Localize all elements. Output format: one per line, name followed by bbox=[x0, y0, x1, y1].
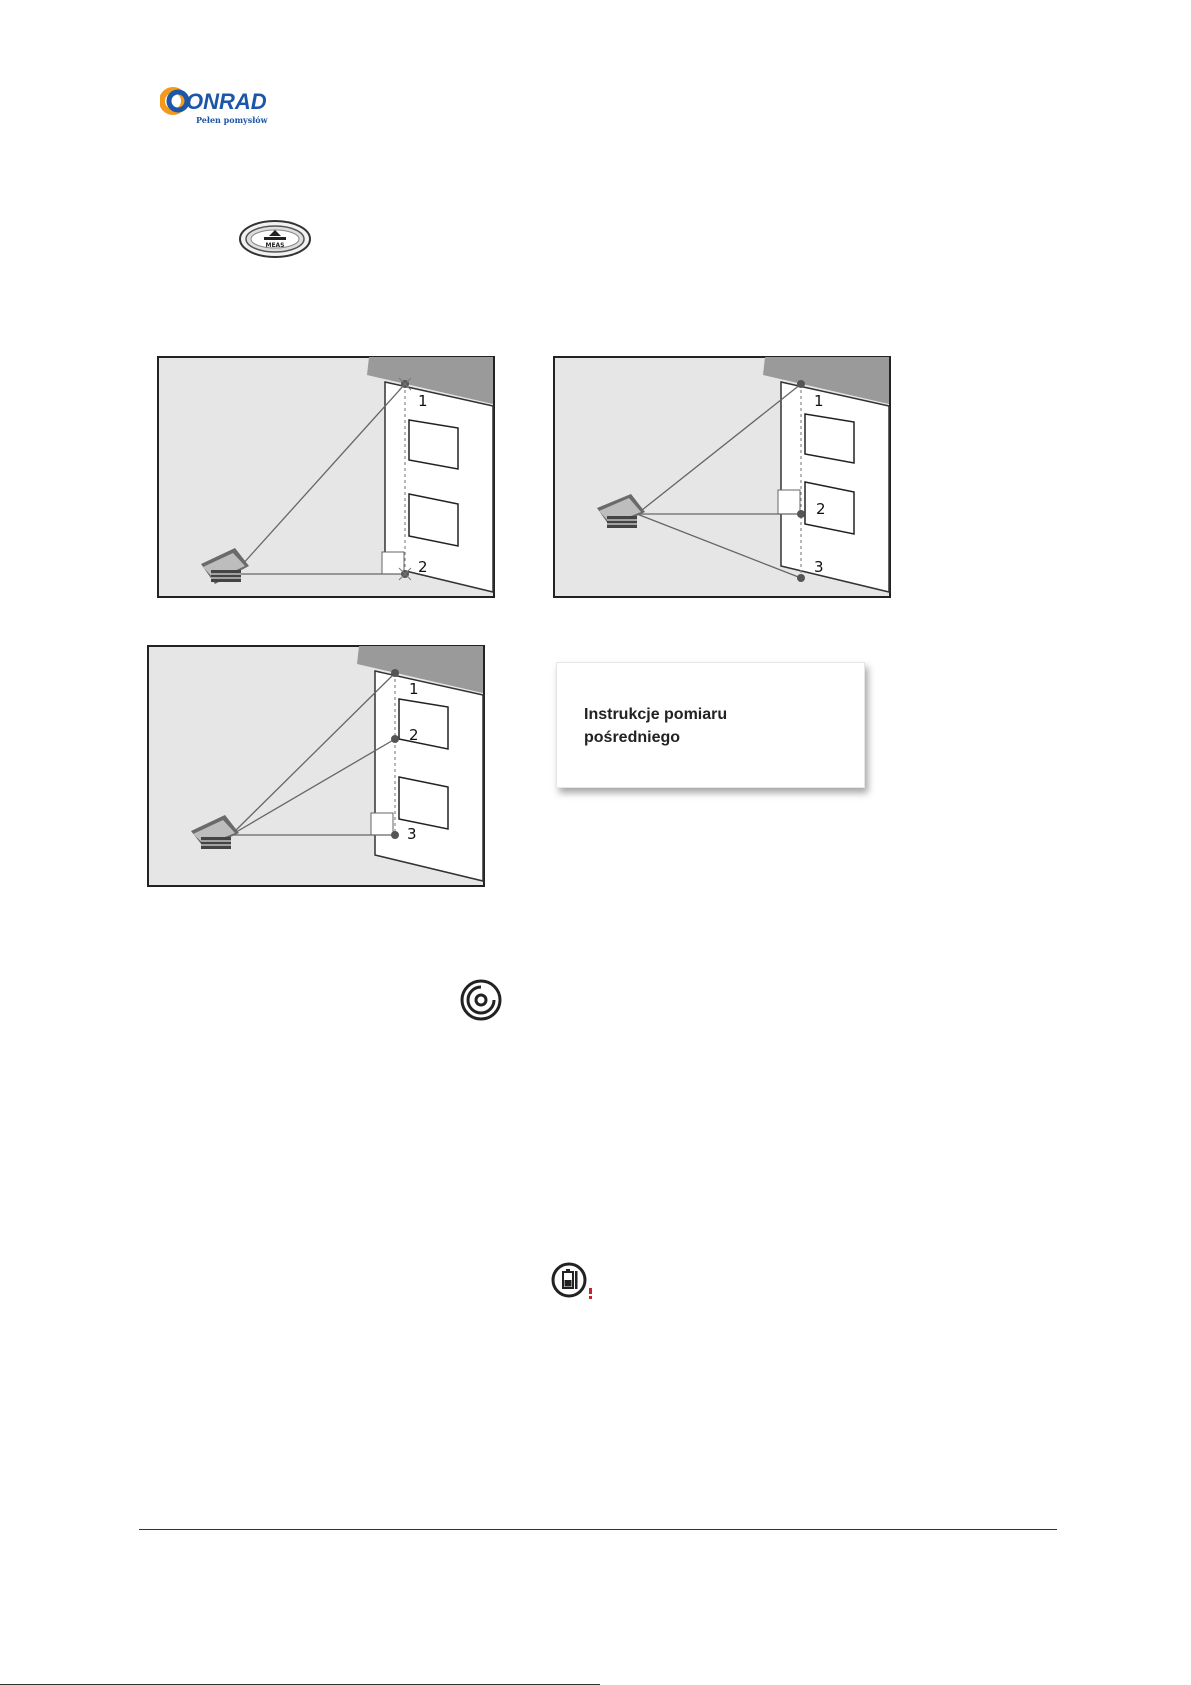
battery-warning-icon bbox=[551, 1262, 599, 1307]
caption-box bbox=[556, 662, 865, 788]
logo-tagline: Pełen pomysłów bbox=[196, 115, 268, 125]
caption-text: Instrukcje pomiaru pośredniego bbox=[584, 706, 728, 746]
target-icon bbox=[460, 979, 502, 1026]
figure-three-point-middle: 1 2 3 bbox=[553, 356, 891, 598]
conrad-logo bbox=[160, 86, 286, 130]
figure-three-point-lower: 1 2 3 bbox=[147, 645, 485, 887]
footer-divider bbox=[139, 1529, 1057, 1530]
figure-two-point: 1 2 bbox=[157, 356, 495, 598]
svg-text:ONRAD: ONRAD bbox=[186, 89, 267, 114]
svg-text:MEAS: MEAS bbox=[265, 242, 285, 249]
meas-button-icon bbox=[238, 219, 312, 264]
